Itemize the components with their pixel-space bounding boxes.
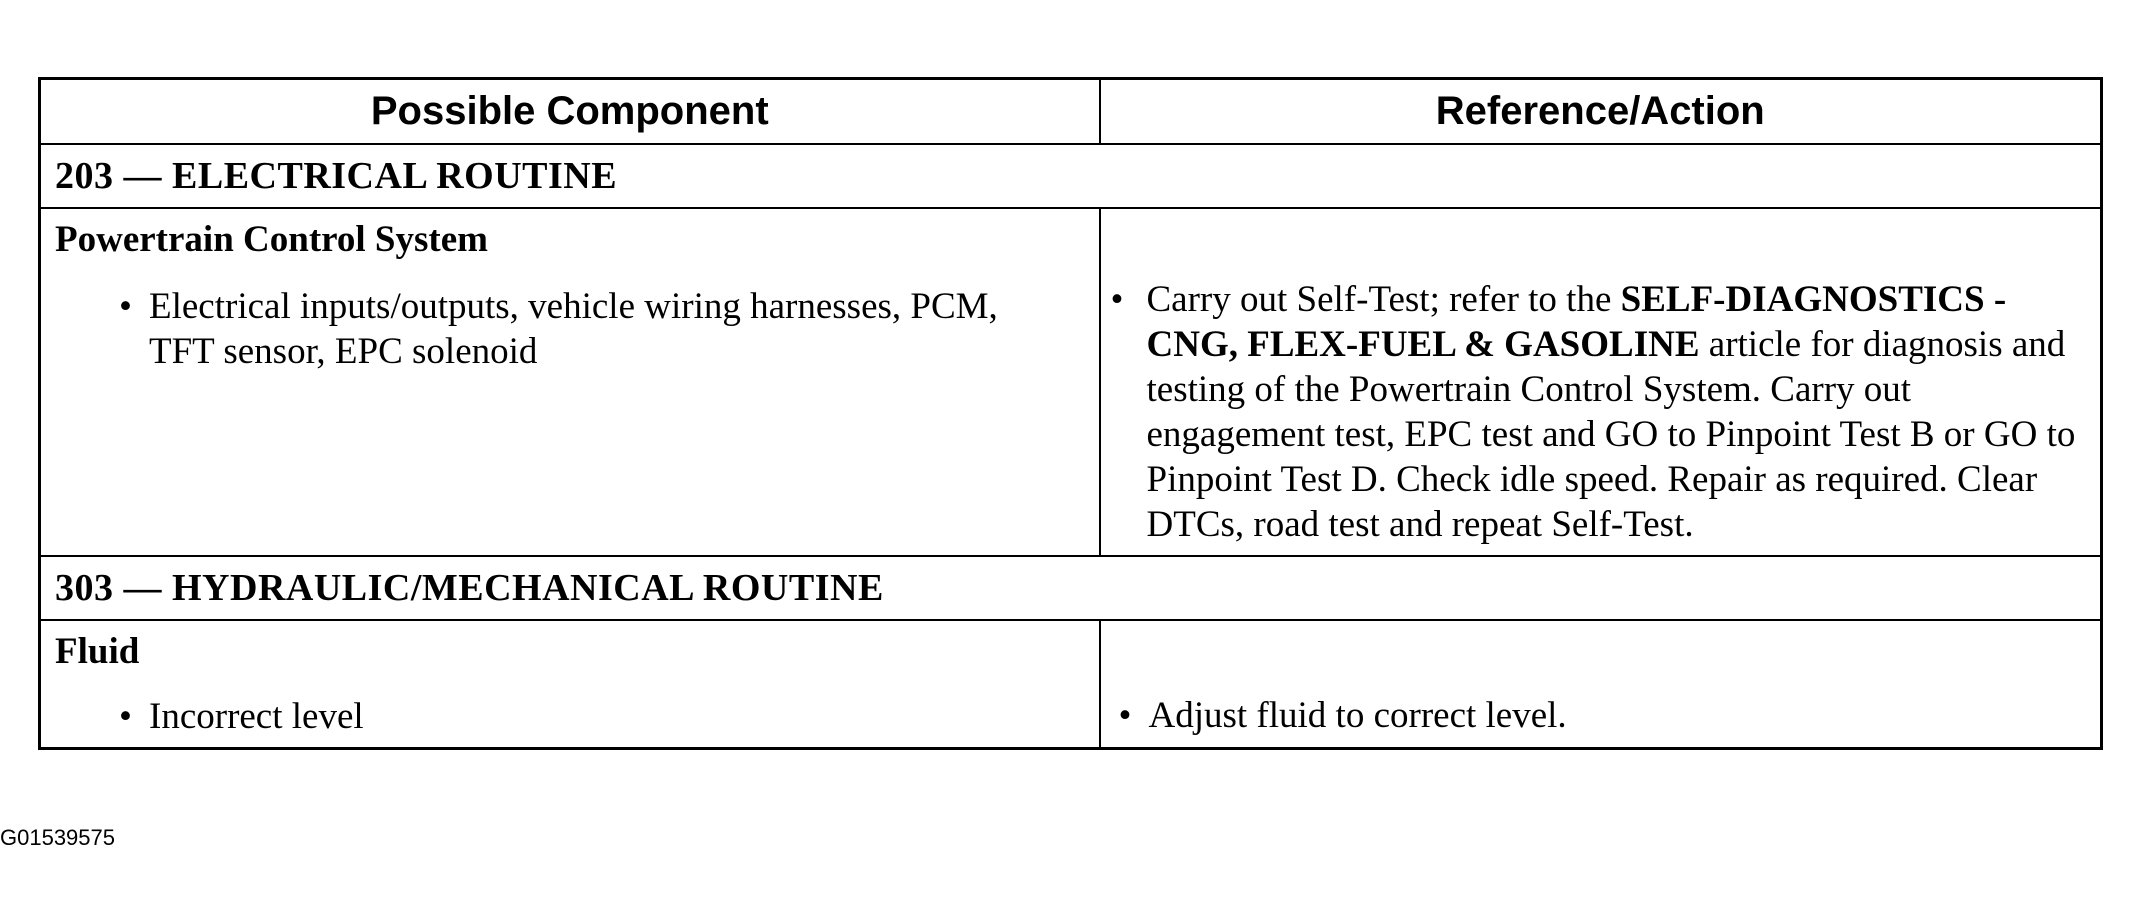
action-item-text [1147,277,2093,547]
action-cell-powertrain [1100,208,2102,556]
figure-id: G01539575 [0,825,115,850]
bullet-icon: • [119,696,132,737]
component-cell-fluid [40,620,1100,749]
header-reference-action: Reference/Action [1100,79,2102,145]
diagnostic-table [38,77,2103,750]
header-possible-component: Possible Component [40,79,1100,145]
action-list-item [1119,693,2093,738]
section-title-electrical-routine: 203 — ELECTRICAL ROUTINE [40,144,2102,208]
component-list-item [119,284,1059,374]
bullet-icon: • [1110,279,1124,320]
bullet-icon: • [1118,695,1132,736]
action-cell-fluid [1100,620,2102,749]
action-item-text: Adjust fluid to correct level. [1148,695,1567,736]
action-text-pre: Carry out Self-Test; refer to the [1146,279,1621,320]
group-title-powertrain-control-system: Powertrain Control System [55,219,488,260]
article-reference: SELF-DIAGNOSTICS - CNG, FLEX-FUEL & GASOLINE [1146,279,2007,365]
component-list-item [119,694,1059,739]
section-title-hydraulic-mechanical-routine: 303 — HYDRAULIC/MECHANICAL ROUTINE [40,556,2102,620]
section-row-hydraulic [40,556,2102,620]
table-row-powertrain [40,208,2102,556]
action-list-item [1111,277,2093,547]
component-cell-powertrain [40,208,1100,556]
component-item-text: Incorrect level [149,696,364,737]
group-title-fluid: Fluid [55,631,140,672]
table-header-row [40,79,2102,145]
table-row-fluid [40,620,2102,749]
bullet-icon: • [119,286,132,327]
section-row-electrical [40,144,2102,208]
action-text-post: article for diagnosis and testing of the Powertrain Control System. Carry out engagement test, EPC test and GO to Pinpoint Test B or GO to Pinpoint Test D. Check idle speed. Repair as required. Clear DTCs, road test and repeat Self-Test. [1146,324,2076,545]
component-item-text: Electrical inputs/outputs, vehicle wiring harnesses, PCM, TFT sensor, EPC solenoid [149,286,998,372]
